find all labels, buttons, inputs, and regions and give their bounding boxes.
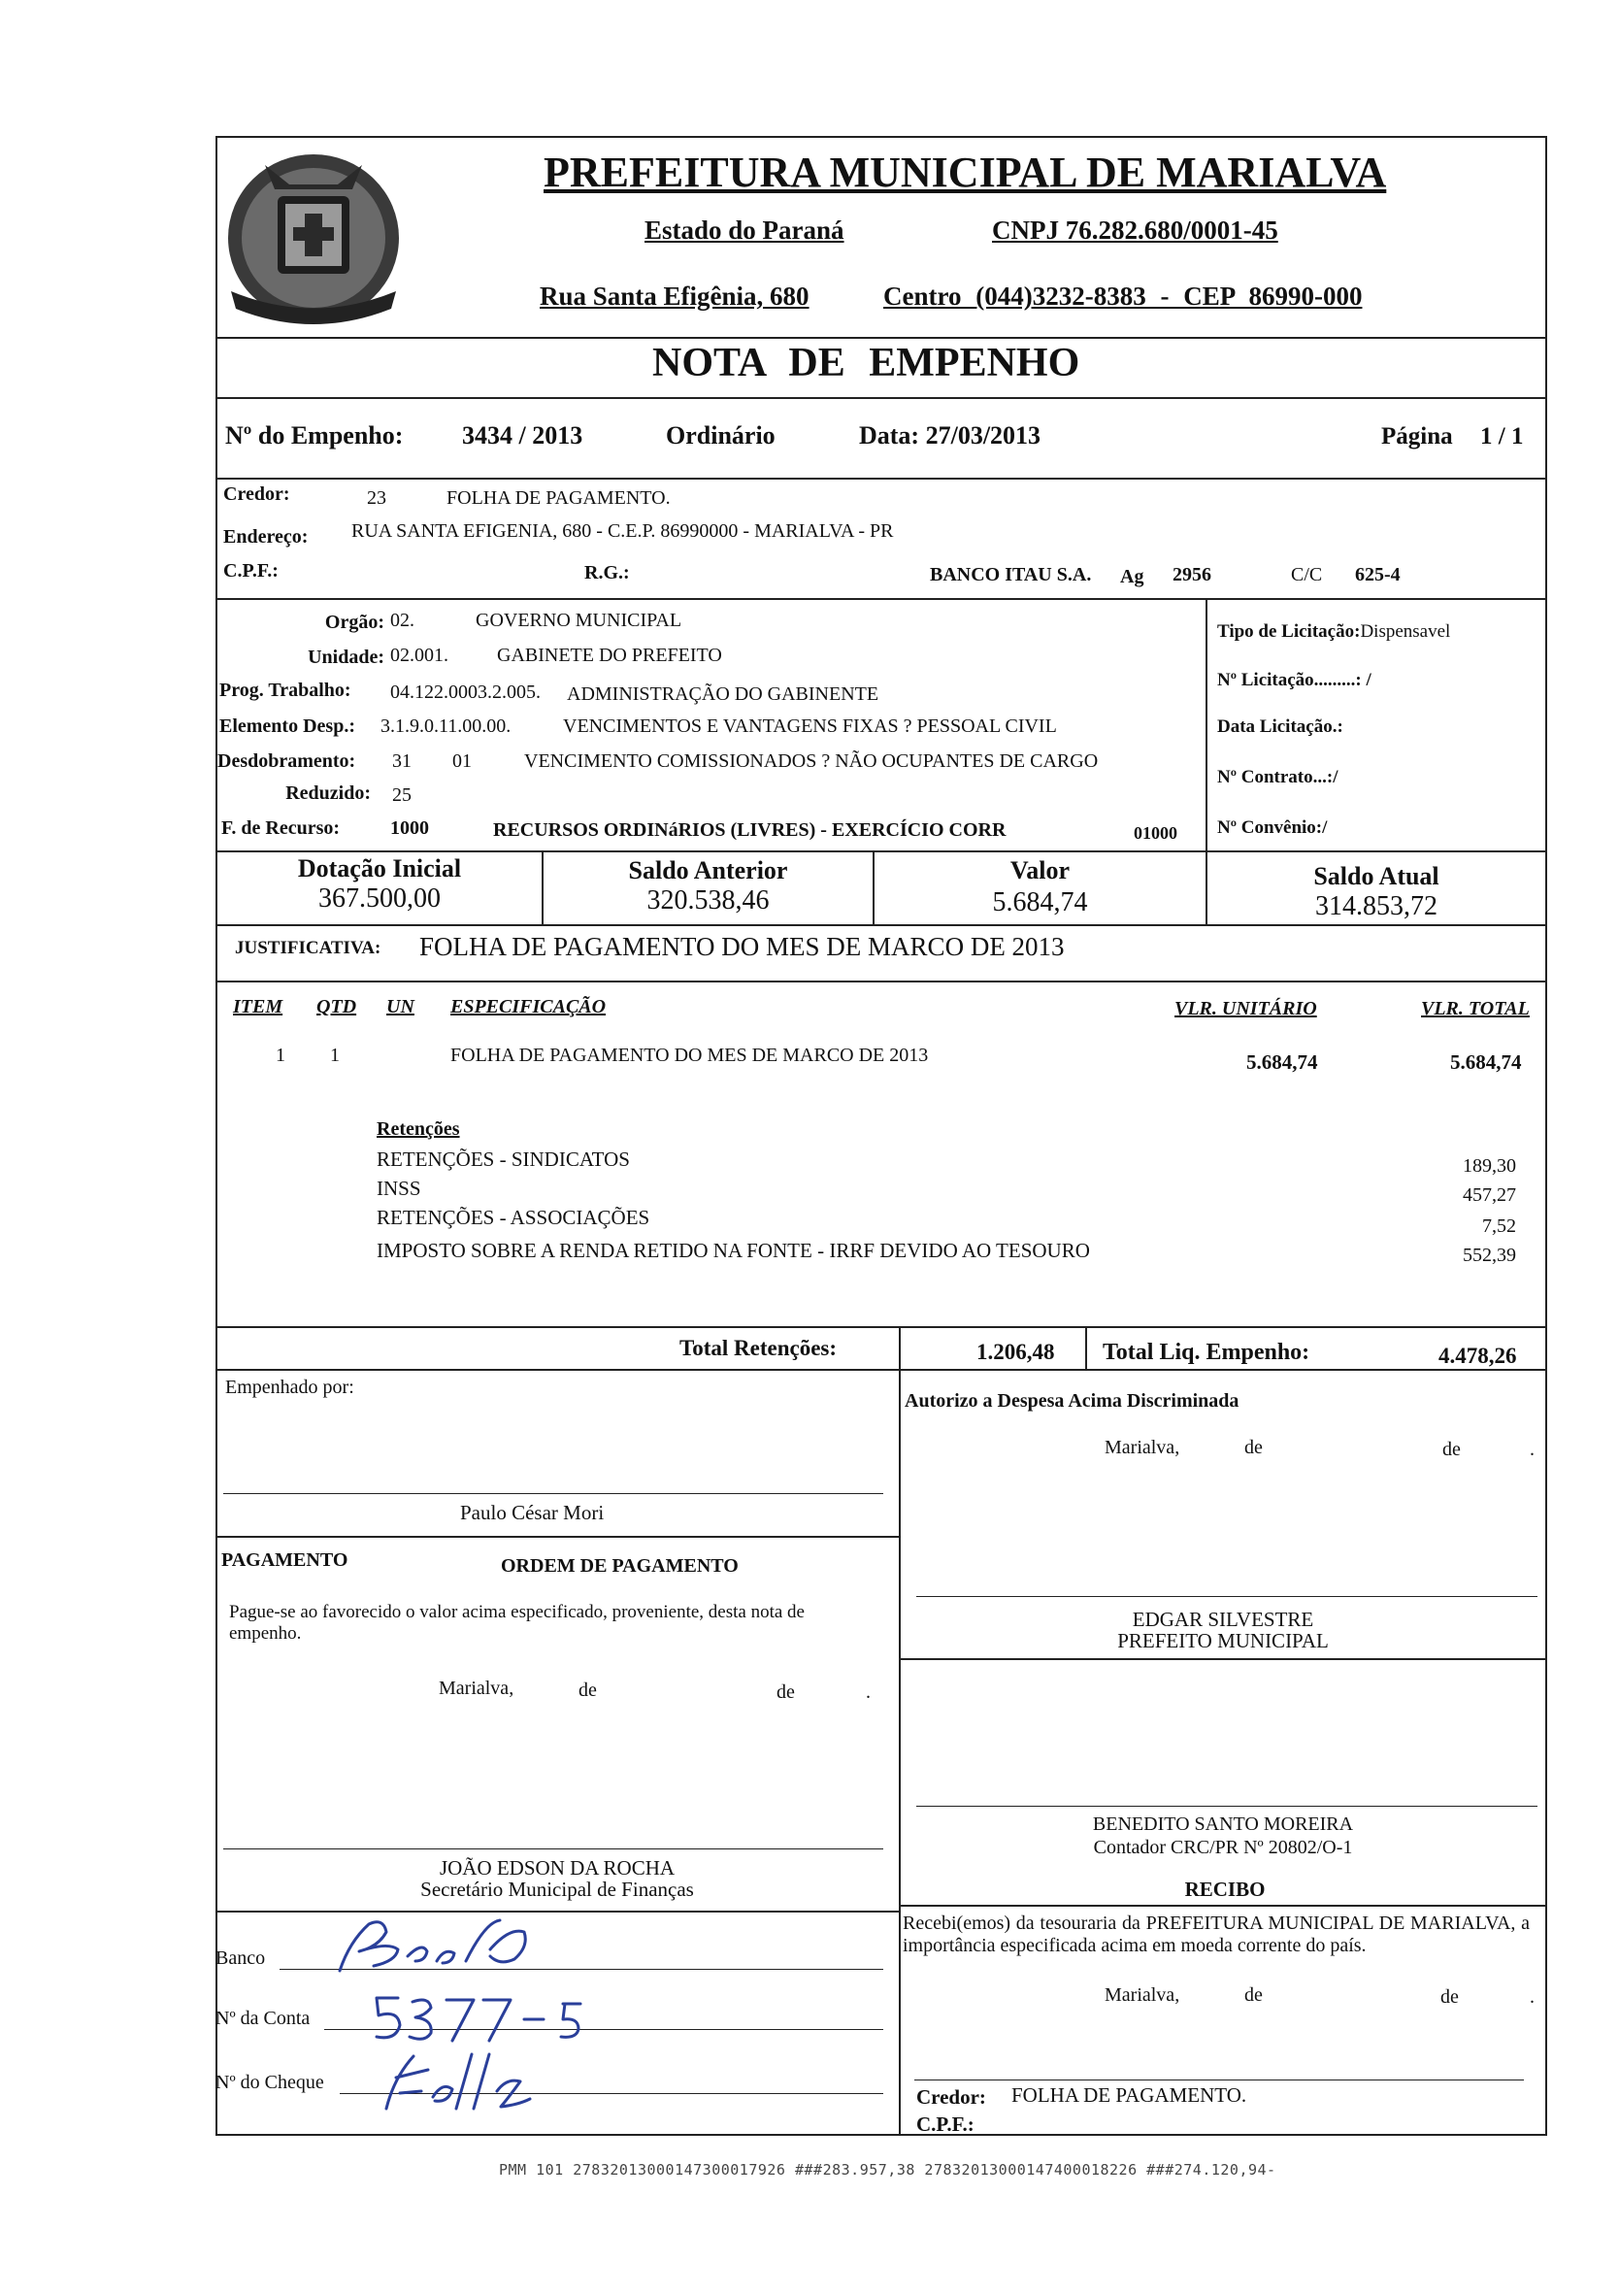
coat-of-arms (221, 146, 406, 330)
pagamento-dot: . (866, 1681, 871, 1703)
row-total: 5.684,74 (1450, 1050, 1522, 1074)
unidade-code: 02.001. (390, 645, 448, 666)
header-street: Rua Santa Efigênia, 680 (540, 282, 810, 311)
elemento: VENCIMENTOS E VANTAGENS FIXAS ? PESSOAL CIVIL (563, 715, 1057, 737)
retencao-value-2: 457,27 (1463, 1184, 1516, 1206)
prog-code: 04.122.0003.2.005. (390, 682, 541, 703)
atual-label: Saldo Atual (1313, 862, 1439, 890)
recibo-de2: de (1440, 1986, 1459, 2008)
recibo-title: RECIBO (1184, 1878, 1266, 1901)
elemento-label: Elemento Desp.: (219, 715, 355, 737)
row-qtd: 1 (330, 1045, 340, 1066)
pagamento-de2: de (776, 1681, 795, 1703)
account: 625-4 (1355, 564, 1401, 585)
col-qtd: QTD (316, 996, 357, 1017)
cheque-label: Nº do Cheque (215, 2072, 324, 2093)
row-unit: 5.684,74 (1246, 1050, 1318, 1074)
dotacao: 367.500,00 (318, 883, 441, 914)
prefeito-role: PREFEITO MUNICIPAL (1117, 1629, 1329, 1652)
rg-label: R.G.: (584, 562, 630, 583)
col-unit: VLR. UNITÁRIO (1174, 998, 1317, 1019)
reduzido: 25 (392, 784, 412, 806)
empenho-number: 3434 / 2013 (462, 421, 583, 449)
retencao-name-1: RETENÇÕES - SINDICATOS (377, 1148, 630, 1171)
licitacao-convenio: Nº Convênio:/ (1217, 817, 1328, 838)
credor-code: 23 (367, 487, 386, 509)
credor-label: Credor: (223, 483, 290, 505)
header-cnpj: CNPJ 76.282.680/0001-45 (992, 216, 1278, 245)
pagamento-label: PAGAMENTO (221, 1549, 348, 1571)
bank-name: BANCO ITAU S.A. (930, 564, 1092, 585)
retencao-name-4: IMPOSTO SOBRE A RENDA RETIDO NA FONTE - IRRF DEVIDO AO TESOURO (377, 1239, 1090, 1262)
total-retencoes: 1.206,48 (976, 1340, 1055, 1364)
empenho-date: Data: 27/03/2013 (859, 421, 1041, 449)
autorizo-de1: de (1244, 1437, 1263, 1458)
recibo-credor-label: Credor: (916, 2085, 986, 2109)
empenho-page: 1 / 1 (1480, 423, 1524, 449)
row-espec: FOLHA DE PAGAMENTO DO MES DE MARCO DE 2013 (450, 1045, 929, 1066)
contador-name: BENEDITO SANTO MOREIRA (1092, 1814, 1354, 1835)
credor-name: FOLHA DE PAGAMENTO. (446, 487, 671, 509)
banco-handwriting (330, 1913, 553, 1980)
coat-of-arms-icon (221, 146, 406, 330)
recibo-credor: FOLHA DE PAGAMENTO. (1011, 2083, 1247, 2107)
desdob-code1: 31 (392, 750, 412, 772)
ordem-pagamento: ORDEM DE PAGAMENTO (501, 1555, 739, 1577)
licitacao-tipo: Dispensavel (1360, 621, 1451, 642)
licitacao-contrato: Nº Contrato...:/ (1217, 767, 1338, 787)
col-un: UN (386, 996, 414, 1017)
total-liquido-label: Total Liq. Empenho: (1103, 1340, 1310, 1365)
banco-label: Banco (215, 1947, 266, 1969)
header-state: Estado do Paraná (644, 216, 844, 245)
licitacao-tipo-label (1217, 621, 1450, 643)
recurso-code: 1000 (390, 817, 429, 839)
licitacao-data: Data Licitação.: (1217, 716, 1343, 737)
table-row (215, 1043, 1547, 1078)
recibo-text: Recebi(emos) da tesouraria da PREFEITURA MUNICIPAL DE MARIALVA, a importância especificada acima em moeda corrente do país. (903, 1913, 1530, 1956)
reduzido-label: Reduzido: (285, 782, 371, 804)
justificativa-text: FOLHA DE PAGAMENTO DO MES DE MARCO DE 2013 (419, 932, 1065, 961)
autorizo-dot: . (1530, 1439, 1535, 1460)
desdob: VENCIMENTO COMISSIONADOS ? NÃO OCUPANTES DE CARGO (524, 750, 1099, 772)
header-title: PREFEITURA MUNICIPAL DE MARIALVA (544, 149, 1387, 196)
retencao-value-3: 7,52 (1482, 1215, 1516, 1237)
col-item: ITEM (233, 996, 283, 1017)
prog: ADMINISTRAÇÃO DO GABINENTE (567, 683, 879, 705)
prog-label: Prog. Trabalho: (219, 680, 351, 701)
recibo-cpf-label: C.P.F.: (916, 2113, 975, 2136)
empenho-type: Ordinário (666, 421, 776, 449)
pagamento-text: Pague-se ao favorecido o valor acima especificado, proveniente, desta nota de empenho. (229, 1602, 805, 1644)
orgao-code: 02. (390, 610, 414, 631)
account-label: C/C (1291, 564, 1323, 585)
header-district: Centro (044)3232-8383 - CEP 86990-000 (883, 282, 1363, 311)
recurso-label: F. de Recurso: (221, 817, 341, 839)
anterior-label: Saldo Anterior (628, 856, 788, 884)
secretario-role: Secretário Municipal de Finanças (420, 1878, 694, 1901)
licitacao-numero: Nº Licitação.........: / (1217, 670, 1371, 690)
pagamento-de1: de (578, 1680, 597, 1701)
retencao-name-3: RETENÇÕES - ASSOCIAÇÕES (377, 1206, 650, 1229)
empenhado-label: Empenhado por: (225, 1377, 354, 1398)
prefeito-name: EDGAR SILVESTRE (1132, 1608, 1314, 1631)
elemento-code: 3.1.9.0.11.00.00. (380, 715, 512, 737)
endereco-label: Endereço: (223, 526, 309, 548)
recurso-code2: 01000 (1134, 823, 1177, 843)
valor-label: Valor (1009, 856, 1071, 884)
atual: 314.853,72 (1315, 891, 1437, 921)
autorizo-de2: de (1442, 1439, 1461, 1460)
secretario-name: JOÃO EDSON DA ROCHA (439, 1856, 676, 1880)
orgao: GOVERNO MUNICIPAL (476, 610, 682, 631)
empenho-number-label: Nº do Empenho: (225, 421, 404, 449)
cheque-handwriting (375, 2048, 549, 2116)
retencoes-title: Retenções (377, 1118, 460, 1140)
orgao-label: Orgão: (324, 612, 384, 633)
agency-label: Ag (1120, 566, 1144, 587)
unidade: GABINETE DO PREFEITO (497, 645, 722, 666)
pagamento-city: Marialva, (439, 1678, 514, 1699)
recibo-dot: . (1530, 1986, 1535, 2008)
conta-handwriting (369, 1990, 592, 2048)
unidade-label: Unidade: (308, 647, 384, 668)
autorizo-city: Marialva, (1105, 1437, 1180, 1458)
recurso: RECURSOS ORDINáRIOS (LIVRES) - EXERCÍCIO CORR (493, 819, 1007, 841)
conta-label: Nº da Conta (215, 2008, 311, 2029)
dotacao-label: Dotação Inicial (297, 854, 462, 882)
retencao-value-4: 552,39 (1463, 1245, 1516, 1266)
recibo-city: Marialva, (1105, 1984, 1180, 2006)
retencao-value-1: 189,30 (1463, 1155, 1516, 1177)
agency: 2956 (1173, 564, 1211, 585)
justificativa-label: JUSTIFICATIVA: (235, 938, 381, 958)
contador-role: Contador CRC/PR Nº 20802/O-1 (1093, 1837, 1353, 1858)
endereco: RUA SANTA EFIGENIA, 680 - C.E.P. 86990000 - MARIALVA - PR (351, 520, 894, 542)
desdob-code2: 01 (452, 750, 472, 772)
col-espec: ESPECIFICAÇÃO (450, 996, 607, 1017)
licitacao-tipo-label-text: Tipo de Licitação: (1217, 621, 1361, 642)
empenho-page-label: Página (1381, 423, 1453, 449)
recibo-de1: de (1244, 1984, 1263, 2006)
autorizo-label: Autorizo a Despesa Acima Discriminada (905, 1390, 1239, 1412)
row-item: 1 (276, 1045, 285, 1066)
total-liquido: 4.478,26 (1438, 1344, 1517, 1368)
empenhado-name: Paulo César Mori (460, 1501, 605, 1524)
cpf-label: C.P.F.: (223, 560, 279, 582)
desdob-label: Desdobramento: (217, 750, 356, 772)
anterior: 320.538,46 (646, 885, 770, 915)
retencao-name-2: INSS (377, 1177, 421, 1200)
footer-code: PMM 101 27832013000147300017926 ###283.957,38 27832013000147400018226 ###274.120,94- (499, 2161, 1276, 2179)
valor: 5.684,74 (992, 887, 1088, 917)
total-retencoes-label: Total Retenções: (679, 1336, 838, 1360)
col-total: VLR. TOTAL (1421, 998, 1530, 1019)
doc-title: NOTA DE EMPENHO (652, 341, 1080, 385)
